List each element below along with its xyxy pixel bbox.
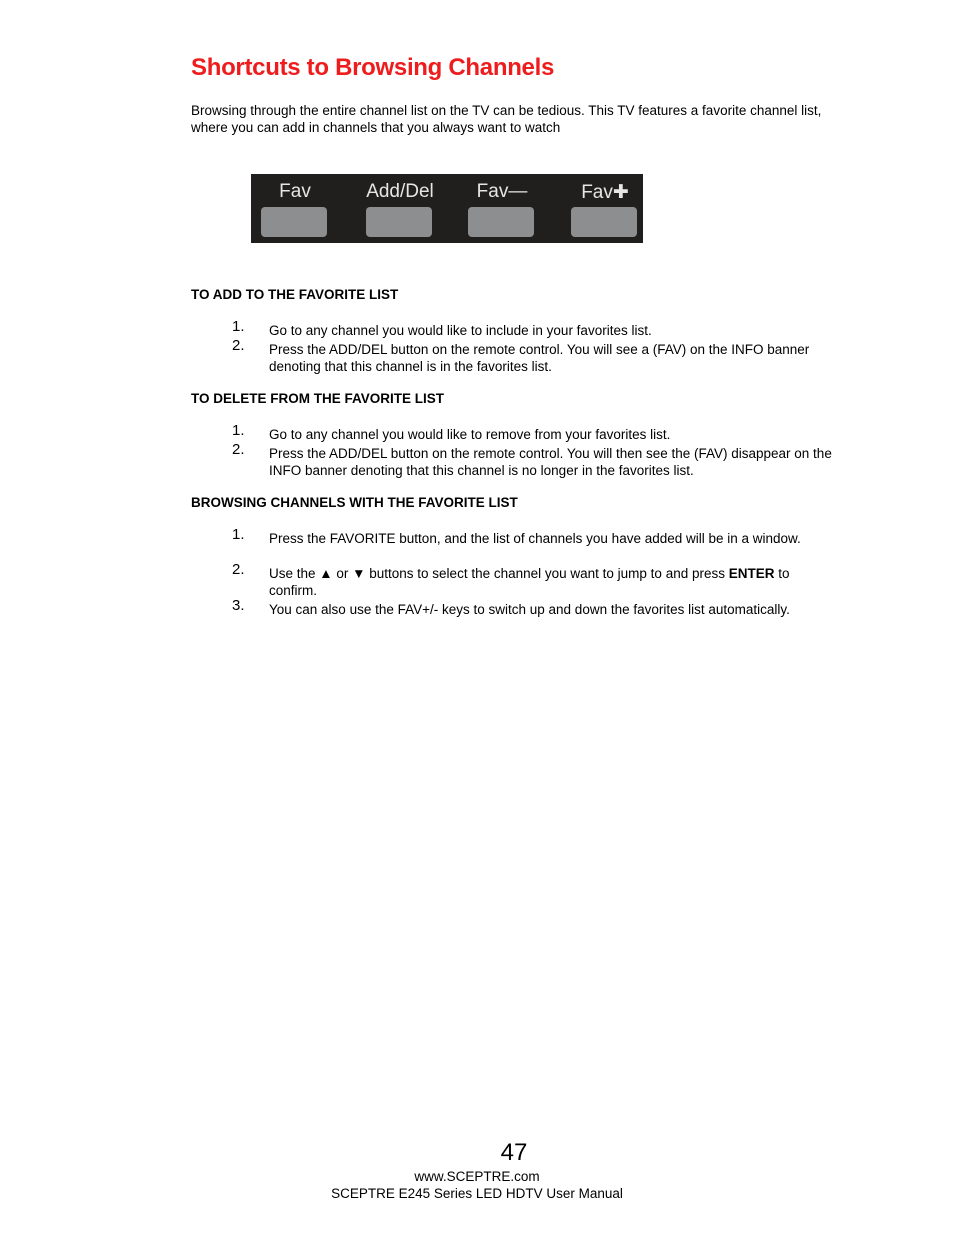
step-number: 1. <box>232 422 245 439</box>
fav-key-button <box>261 207 327 237</box>
step-number: 2. <box>232 337 245 354</box>
footer-website: www.SCEPTRE.com <box>414 1169 540 1184</box>
fav-key <box>251 174 339 243</box>
step-text <box>269 565 834 599</box>
fav-minus-key <box>458 174 546 243</box>
fav-key-label: Fav <box>279 181 311 202</box>
fav-plus-key-label: Fav✚ <box>581 182 629 203</box>
step-text: Go to any channel you would like to include in your favorites list. <box>269 323 652 338</box>
step-text: You can also use the FAV+/- keys to switch up and down the favorites list automatically. <box>269 602 790 617</box>
add-del-key <box>356 174 444 243</box>
fav-minus-key-label: Fav— <box>476 181 528 202</box>
section-heading-delete: TO DELETE FROM THE FAVORITE LIST <box>191 391 445 406</box>
fav-plus-key <box>561 174 649 243</box>
step-number: 1. <box>232 318 245 335</box>
step-text-end: to confirm. <box>269 566 790 598</box>
step-number: 1. <box>232 526 245 543</box>
section-heading-browsing: BROWSING CHANNELS WITH THE FAVORITE LIST <box>191 495 518 510</box>
step-text: Press the ADD/DEL button on the remote control. You will see a (FAV) on the INFO banner denoting that this channel is in the favorites list. <box>269 342 810 374</box>
enter-key-label: ENTER <box>728 566 775 581</box>
step-number: 3. <box>232 597 245 614</box>
page-number: 47 <box>500 1139 528 1166</box>
add-del-key-button <box>366 207 432 237</box>
section-heading-add: TO ADD TO THE FAVORITE LIST <box>191 287 399 302</box>
step-text: Press the FAVORITE button, and the list of channels you have added will be in a window. <box>269 531 801 546</box>
fav-plus-key-button <box>571 207 637 237</box>
step-text: Go to any channel you would like to remove from your favorites list. <box>269 427 671 442</box>
intro-paragraph: Browsing through the entire channel list on the TV can be tedious. This TV features a favorite channel list, where you can add in channels that you always want to watch <box>191 103 822 135</box>
step-text: Press the ADD/DEL button on the remote control. You will then see the (FAV) disappear on the INFO banner denoting that this channel is no longer in the favorites list. <box>269 446 832 478</box>
fav-minus-key-button <box>468 207 534 237</box>
footer-manual-title: SCEPTRE E245 Series LED HDTV User Manual <box>331 1186 623 1201</box>
page-title: Shortcuts to Browsing Channels <box>191 54 555 81</box>
remote-favorite-buttons-image <box>251 174 643 243</box>
step-number: 2. <box>232 561 245 578</box>
step-text-start: Use the ▲ or ▼ buttons to select the channel you want to jump to and press <box>269 566 729 581</box>
step-number: 2. <box>232 441 245 458</box>
add-del-key-label: Add/Del <box>366 181 434 202</box>
